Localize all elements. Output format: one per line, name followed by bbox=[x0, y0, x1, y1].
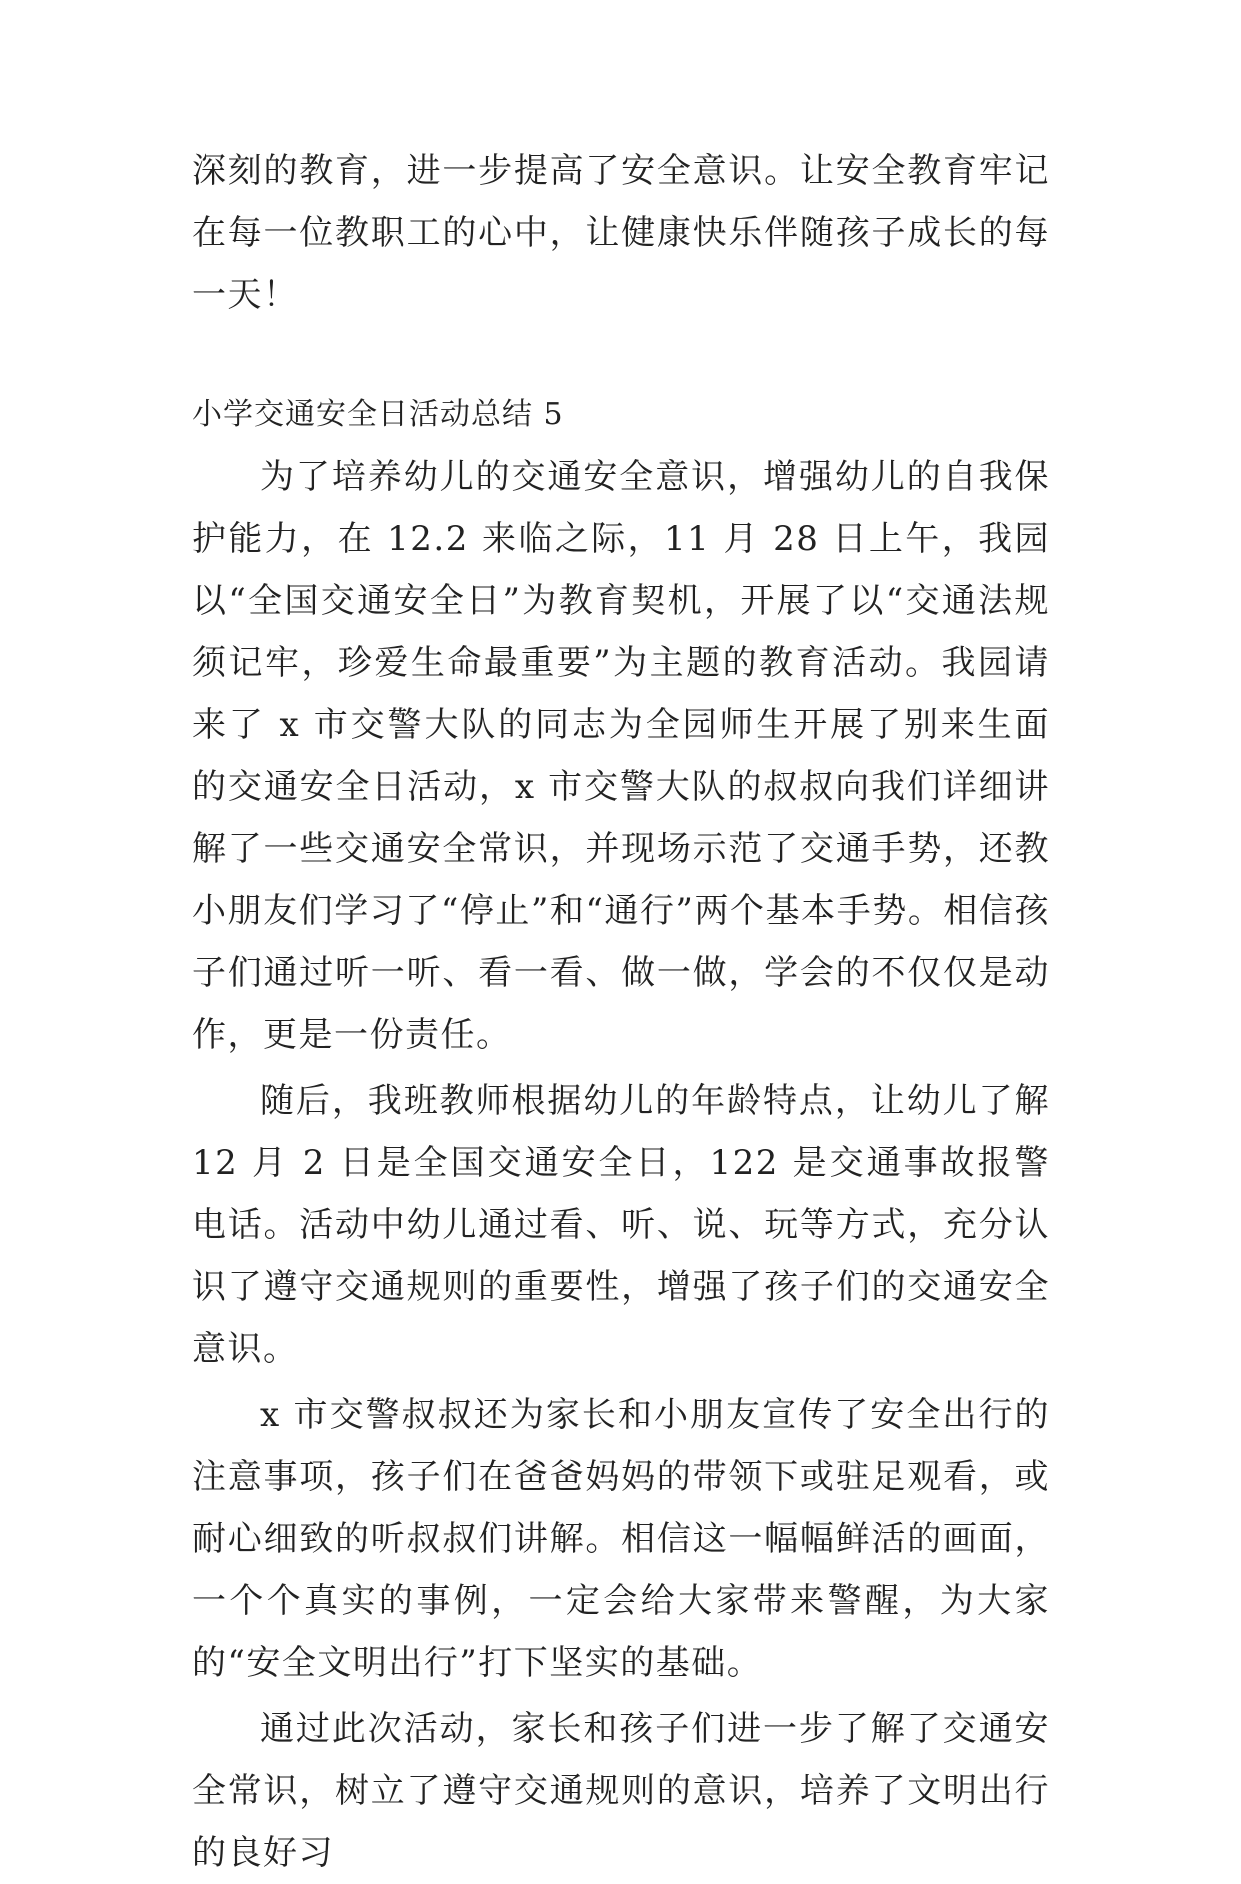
body-paragraph-4: 通过此次活动，家长和孩子们进一步了解了交通安全常识，树立了遵守交通规则的意识，培养了文明出行的良好习 bbox=[192, 1709, 1050, 1873]
body-paragraph-1: 为了培养幼儿的交通安全意识，增强幼儿的自我保护能力，在 12.2 来临之际，11 月 28 日上午，我园以“全国交通安全日”为教育契机，开展了以“交通法规须记牢，珍爱生命最重要”为主题的教育活动。我园请来了 x 市交警大队的同志为全园师生开展了别来生面的交通安全日活动，x 市交警大队的叔叔向我们详细讲解了一些交通安全常识，并现场示范了交通手势，还教小朋友们学习了“停止”和“通行”两个基本手势。相信孩子们通过听一听、看一看、做一做，学会的不仅仅是动作，更是一份责任。 bbox=[192, 457, 1050, 1055]
section-title: 小学交通安全日活动总结 5 bbox=[192, 397, 564, 432]
body-paragraph-2: 随后，我班教师根据幼儿的年龄特点，让幼儿了解 12 月 2 日是全国交通安全日，122 是交通事故报警电话。活动中幼儿通过看、听、说、玩等方式，充分认识了遵守交通规则的重要性，增强了孩子们的交通安全意识。 bbox=[192, 1081, 1050, 1369]
continuation-paragraph: 深刻的教育，进一步提高了安全意识。让安全教育牢记在每一位教职工的心中，让健康快乐伴随孩子成长的每一天！ bbox=[192, 151, 1050, 315]
document-page bbox=[192, 140, 1050, 1884]
body-paragraph-3: x 市交警叔叔还为家长和小朋友宣传了安全出行的注意事项，孩子们在爸爸妈妈的带领下或驻足观看，或耐心细致的听叔叔们讲解。相信这一幅幅鲜活的画面，一个个真实的事例，一定会给大家带来警醒，为大家的“安全文明出行”打下坚实的基础。 bbox=[192, 1395, 1050, 1683]
